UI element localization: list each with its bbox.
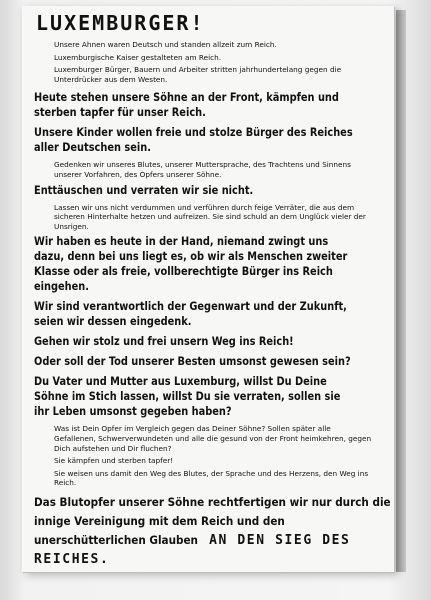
paragraph-12: Oder soll der Tod unserer Besten umsonst gewesen sein? [34,354,351,369]
paragraph-3: Luxemburger Bürger, Bauern und Arbeiter stritten jahrhundertelang gegen die Unterdrücker aus dem Westen. [54,65,342,84]
paragraph-8: Lassen wir uns nicht verdummen und verführen durch feige Verräter, die aus dem sicheren Hinterhalte hetzen und aufreizen. Sie sind schuld an dem Unglück vieler der Unsrigen. [54,202,366,231]
paragraph-10: Wir sind verantwortlich der Gegenwart und der Zukunft, seien wir dessen eingedenk. [34,299,347,329]
paragraph-17: Das Blutopfer unserer Söhne rechtfertigen wir nur durch die innige Vereinigung mit dem Reich und den unerschütterlichen Glauben [34,494,391,547]
poster-sheet [22,6,394,572]
board-edge [396,10,406,572]
paragraph-6: Gedenken wir unseres Blutes, unserer Muttersprache, des Trachtens und Sinnens unserer Vorfahren, des Opfers unserer Söhne. [54,160,351,179]
paragraph-9: Wir haben es heute in der Hand, niemand zwingt uns dazu, denn bei uns liegt es, ob wir als Menschen zweiter Klasse oder als freie, vollberechtigte Bürger ins Reich eingehen. [34,234,348,294]
paragraph-7: Enttäuschen und verraten wir sie nicht. [34,182,254,197]
paragraph-16: Sie weisen uns damit den Weg des Blutes, der Sprache und des Herzens, den Weg ins Reich. [54,468,369,488]
paragraph-4: Heute stehen unsere Söhne an der Front, kämpfen und sterben tapfer für unser Reich. [34,90,339,120]
closing-block [34,491,394,567]
paragraph-14: Was ist Dein Opfer im Vergleich gegen das Deiner Söhne? Sollen später alle Gefallenen, Schwerverwundeten und alle die gesund von der Front heimkehren, gegen Dich aufstehen und Dir fluchen? [54,424,372,453]
closing-slogan: AN DEN SIEG DES REICHES. [34,532,351,567]
poster-title: LUXEMBURGER! [36,11,205,35]
paragraph-5: Unsere Kinder wollen freie und stolze Bürger des Reiches aller Deutschen sein. [34,125,353,155]
paragraph-1: Unsere Ahnen waren Deutsch und standen allzeit zum Reich. [54,40,277,49]
paragraph-15: Sie kämpfen und sterben tapfer! [54,456,174,466]
paragraph-13: Du Vater und Mutter aus Luxemburg, willst Du Deine Söhne im Stich lassen, willst Du sie verraten, sollen sie ihr Leben umsonst gegeben haben? [34,374,341,419]
paragraph-2: Luxemburgische Kaiser gestalteten am Reich. [54,52,222,62]
paragraph-11: Gehen wir stolz und frei unsern Weg ins Reich! [34,334,294,349]
